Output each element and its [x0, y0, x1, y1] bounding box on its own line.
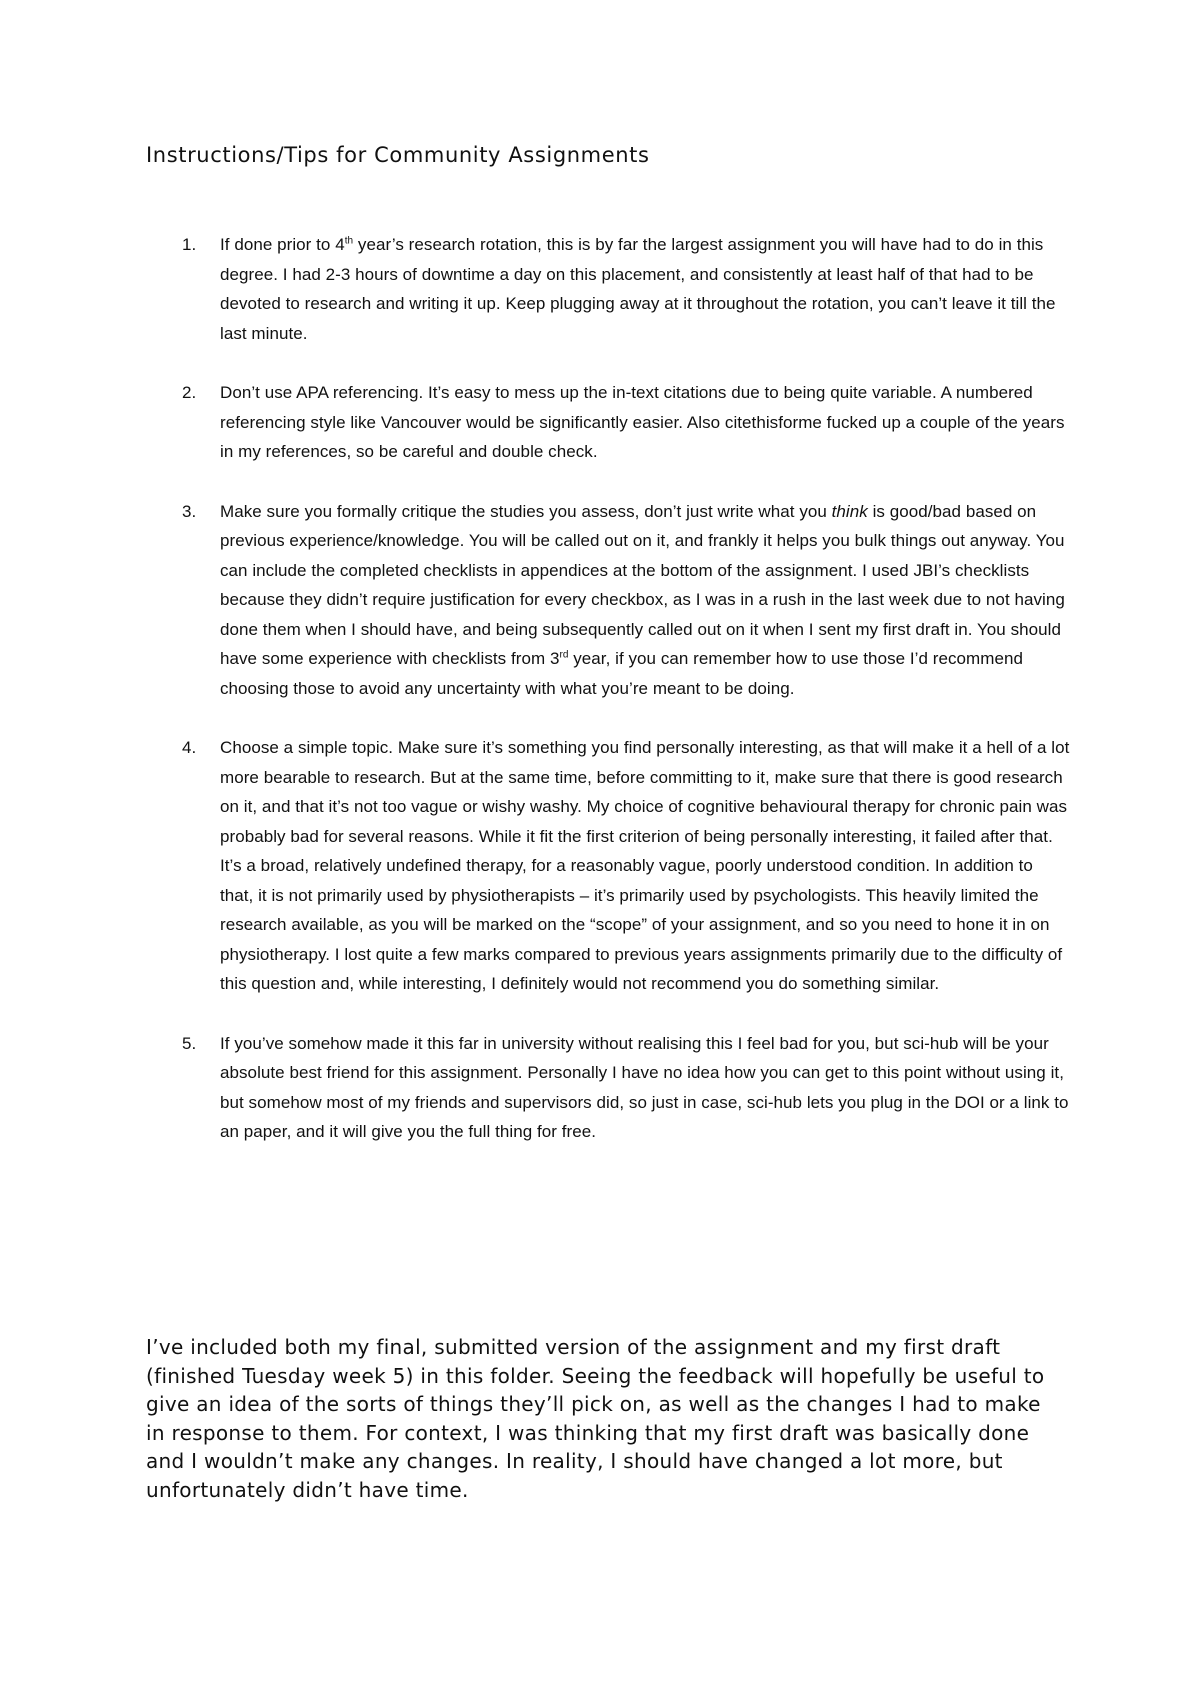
item-number: 5.	[182, 1033, 197, 1053]
list-item	[0, 230, 1070, 348]
item-number: 2.	[182, 383, 197, 402]
list-item	[0, 1029, 1070, 1147]
closing-paragraph: I’ve included both my final, submitted version of the assignment and my first draft (finished Tuesday week 5) in this folder. Seeing the feedback will hopefully be useful to give an idea of the sorts of things they’ll pick on, as well as the changes I had to make in response to them. For context, I was thinking that my first draft was basically done and I wouldn’t make any changes. In reality, I should have changed a lot more, but unfortunately didn’t have time.	[146, 1335, 1045, 1502]
item-number: 4.	[182, 738, 197, 757]
item-text: If done prior to 4th year’s research rotation, this is by far the largest assignment you will have had to do in this degree. I had 2-3 hours of downtime a day on this placement, and consistently at least half of that had to be devoted to research and writing it up. Keep plugging away at it throughout the rotation, you can’t leave it till the last minute.	[220, 235, 1056, 343]
item-text: Choose a simple topic. Make sure it’s something you find personally interesting, as that will make it a hell of a lot more bearable to research. But at the same time, before committing to it, make sure that there is good research on it, and that it’s not too vague or wishy washy. My choice of cognitive behavioural therapy for chronic pain was probably bad for several reasons. While it fit the first criterion of being personally interesting, it failed after that. It’s a broad, relatively undefined therapy, for a reasonably vague, poorly understood condition. In addition to that, it is not primarily used by physiotherapists – it’s primarily used by psychologists. This heavily limited the research available, as you will be marked on the “scope” of your assignment, and so you need to hone it in on physiotherapy. I lost quite a few marks compared to previous years assignments primarily due to the difficulty of this question and, while interesting, I definitely would not recommend you do something similar.	[220, 738, 1070, 993]
list-item	[0, 733, 1070, 999]
item-text: Make sure you formally critique the studies you assess, don’t just write what you think is good/bad based on previous experience/knowledge. You will be called out on it, and frankly it helps you bulk things out anyway. You can include the completed checklists in appendices at the bottom of the assignment. I used JBI’s checklists because they didn’t require justification for every checkbox, as I was in a rush in the last week due to not having done them when I should have, and being subsequently called out on it when I sent my first draft in. You should have some experience with checklists from 3rd year, if you can remember how to use those I’d recommend choosing those to avoid any uncertainty with what you’re meant to be doing.	[220, 501, 1065, 698]
list-item	[0, 378, 1070, 467]
list-item	[0, 497, 1070, 704]
item-text: Don’t use APA referencing. It’s easy to mess up the in-text citations due to being quite variable. A numbered referencing style like Vancouver would be significantly easier. Also citethisforme fucked up a couple of the years in my references, so be careful and double check.	[220, 383, 1065, 461]
item-number: 3.	[182, 501, 197, 521]
item-text: If you’ve somehow made it this far in university without realising this I feel bad for you, but sci-hub will be your absolute best friend for this assignment. Personally I have no idea how you can get to this point without using it, but somehow most of my friends and supervisors did, so just in case, sci-hub lets you plug in the DOI or a link to an paper, and it will give you the full thing for free.	[220, 1033, 1069, 1141]
item-number: 1.	[182, 235, 197, 254]
document-title: Instructions/Tips for Community Assignments	[146, 143, 650, 167]
tips-list	[0, 230, 1200, 1177]
